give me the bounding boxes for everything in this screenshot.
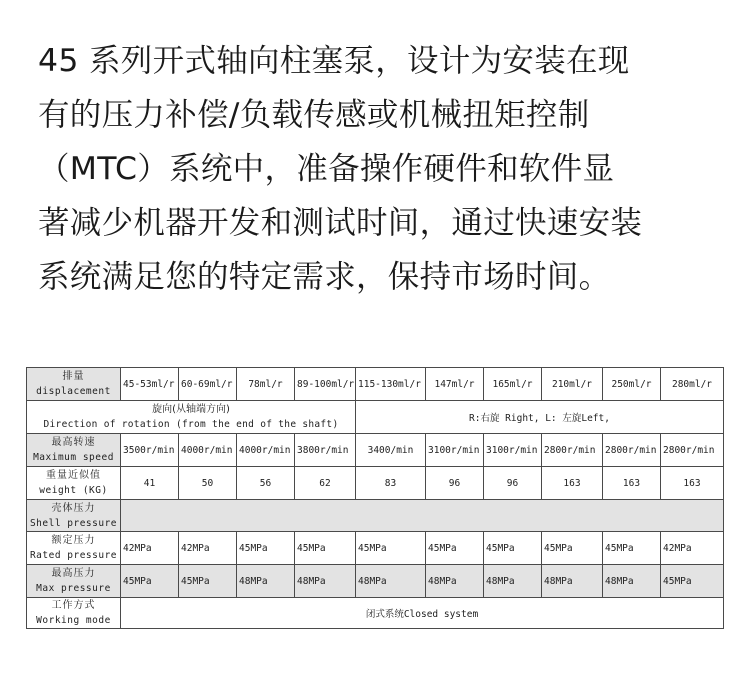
- cell-max-pressure: 45MPa: [179, 565, 237, 598]
- cell-displacement: 78ml/r: [237, 368, 295, 401]
- label-shell-pressure: 壳体压力 Shell pressure: [27, 500, 121, 532]
- cell-rated-pressure: 45MPa: [295, 532, 356, 565]
- row-direction: [27, 401, 724, 434]
- cell-rated-pressure: 45MPa: [542, 532, 603, 565]
- cell-working-mode: 闭式系统Closed system: [121, 598, 724, 629]
- row-weight: [27, 467, 724, 500]
- cell-max-speed: 4000r/min: [237, 434, 295, 467]
- cell-max-speed: 2800r/min: [542, 434, 603, 467]
- row-max-speed: [27, 434, 724, 467]
- cell-max-pressure: 48MPa: [356, 565, 426, 598]
- cell-max-speed: 3100r/min: [484, 434, 542, 467]
- label-working-mode: 工作方式 Working mode: [27, 598, 121, 629]
- cell-weight: 56: [237, 467, 295, 500]
- cell-max-speed: 3500r/min: [121, 434, 179, 467]
- label-max-speed: 最高转速 Maximum speed: [27, 434, 121, 467]
- cell-displacement: 89-100ml/r: [295, 368, 356, 401]
- cell-rated-pressure: 45MPa: [237, 532, 295, 565]
- cell-max-pressure: 48MPa: [542, 565, 603, 598]
- row-rated-pressure: [27, 532, 724, 565]
- row-working-mode: [27, 598, 724, 629]
- cell-rated-pressure: 45MPa: [356, 532, 426, 565]
- cell-max-pressure: 48MPa: [484, 565, 542, 598]
- cell-displacement: 165ml/r: [484, 368, 542, 401]
- intro-line: （MTC）系统中，准备操作硬件和软件显: [38, 151, 615, 187]
- cell-rated-pressure: 42MPa: [661, 532, 724, 565]
- intro-line: 45 系列开式轴向柱塞泵，设计为安装在现: [38, 43, 630, 79]
- cell-max-pressure: 48MPa: [237, 565, 295, 598]
- intro-line: 有的压力补偿/负载传感或机械扭矩控制: [38, 97, 590, 133]
- cell-max-pressure: 48MPa: [295, 565, 356, 598]
- cell-max-pressure: 48MPa: [426, 565, 484, 598]
- label-displacement: 排量 displacement: [27, 368, 121, 401]
- cell-max-speed: 3400/min: [356, 434, 426, 467]
- cell-rated-pressure: 45MPa: [603, 532, 661, 565]
- cell-max-speed: 3100r/min: [426, 434, 484, 467]
- cell-displacement: 250ml/r: [603, 368, 661, 401]
- cell-weight: 163: [542, 467, 603, 500]
- cell-displacement: 210ml/r: [542, 368, 603, 401]
- cell-max-pressure: 45MPa: [661, 565, 724, 598]
- row-displacement: [27, 368, 724, 401]
- direction-value: R:右旋 Right, L: 左旋Left,: [356, 401, 724, 434]
- direction-label: 旋向(从轴端方向) Direction of rotation (from the end of the shaft): [27, 401, 356, 434]
- cell-weight: 50: [179, 467, 237, 500]
- cell-weight: 41: [121, 467, 179, 500]
- cell-displacement: 45-53ml/r: [121, 368, 179, 401]
- intro-line: 著减少机器开发和测试时间，通过快速安装: [38, 205, 643, 241]
- row-shell-pressure: [27, 500, 724, 532]
- spec-table: [26, 367, 724, 629]
- cell-max-pressure: 45MPa: [121, 565, 179, 598]
- cell-weight: 83: [356, 467, 426, 500]
- cell-max-speed: 2800r/min: [603, 434, 661, 467]
- cell-weight: 163: [603, 467, 661, 500]
- cell-weight: 163: [661, 467, 724, 500]
- cell-shell-pressure: [121, 500, 724, 532]
- cell-displacement: 147ml/r: [426, 368, 484, 401]
- cell-max-speed: 3800r/min: [295, 434, 356, 467]
- cell-weight: 62: [295, 467, 356, 500]
- intro-line: 系统满足您的特定需求，保持市场时间。: [38, 259, 611, 295]
- cell-displacement: 115-130ml/r: [356, 368, 426, 401]
- cell-rated-pressure: 45MPa: [426, 532, 484, 565]
- cell-displacement: 60-69ml/r: [179, 368, 237, 401]
- cell-weight: 96: [484, 467, 542, 500]
- cell-rated-pressure: 45MPa: [484, 532, 542, 565]
- label-weight: 重量近似值 weight (KG): [27, 467, 121, 500]
- cell-max-speed: 2800r/min: [661, 434, 724, 467]
- intro-paragraph: [38, 34, 728, 304]
- row-max-pressure: [27, 565, 724, 598]
- cell-max-pressure: 48MPa: [603, 565, 661, 598]
- cell-displacement: 280ml/r: [661, 368, 724, 401]
- cell-max-speed: 4000r/min: [179, 434, 237, 467]
- label-rated-pressure: 额定压力 Rated pressure: [27, 532, 121, 565]
- label-max-pressure: 最高压力 Max pressure: [27, 565, 121, 598]
- cell-rated-pressure: 42MPa: [121, 532, 179, 565]
- cell-weight: 96: [426, 467, 484, 500]
- cell-rated-pressure: 42MPa: [179, 532, 237, 565]
